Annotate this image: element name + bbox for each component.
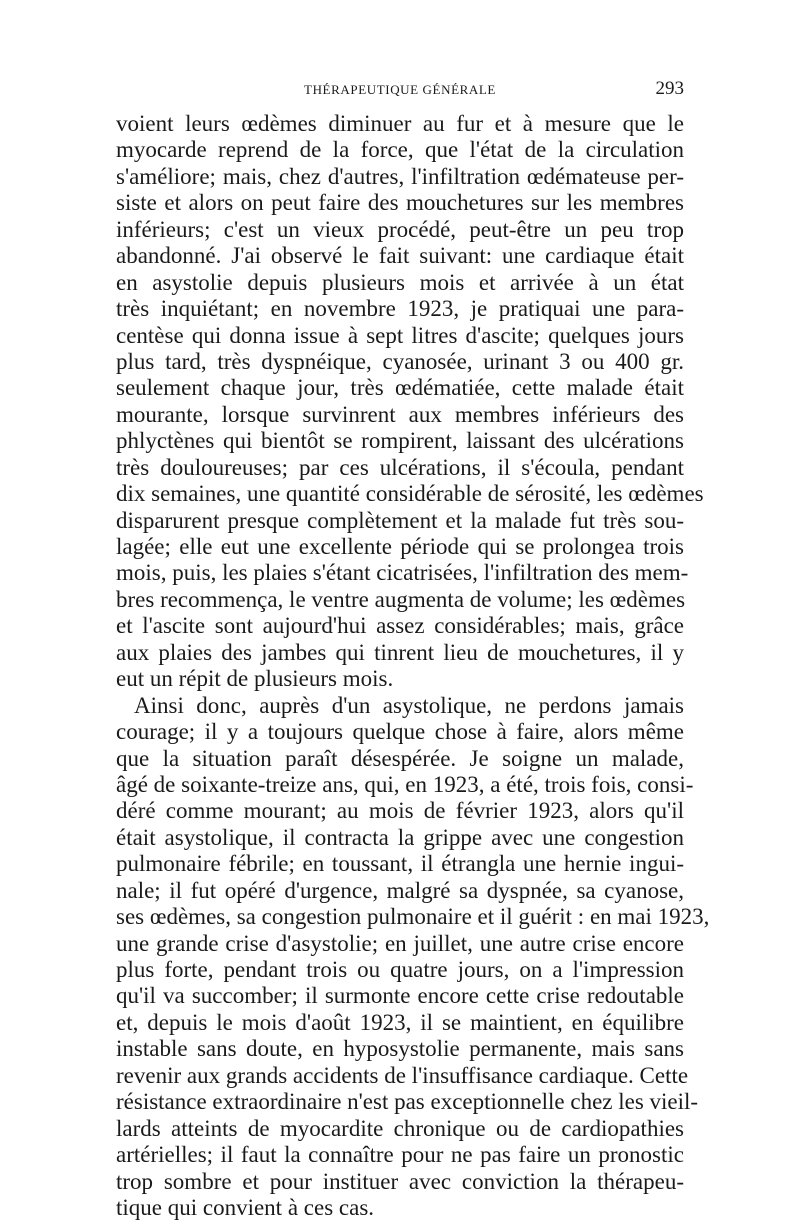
text-line: très inquiétant; en novembre 1923, je pratiquai une para-	[116, 296, 684, 322]
text-line: mourante, lorsque survinrent aux membres inférieurs des	[116, 401, 684, 427]
text-line: revenir aux grands accidents de l'insuffisance cardiaque. Cette	[116, 1062, 689, 1088]
text-line: âgé de soixante-treize ans, qui, en 1923, a été, trois fois, consi-	[116, 771, 694, 797]
text-line: artérielles; il faut la connaître pour ne pas faire un pronostic	[116, 1142, 684, 1168]
text-line: très douloureuses; par ces ulcérations, il s'écoula, pendant	[116, 454, 684, 480]
running-header	[116, 78, 684, 102]
text-line: seulement chaque jour, très œdématiée, cette malade était	[116, 375, 684, 401]
text-line: s'améliore; mais, chez d'autres, l'infiltration œdémateuse per-	[116, 163, 684, 189]
text-line: abandonné. J'ai observé le fait suivant: une cardiaque était	[116, 243, 684, 269]
text-line: dix semaines, une quantité considérable de sérosité, les œdèmes	[116, 481, 704, 507]
text-line: pulmonaire fébrile; en toussant, il étrangla une hernie ingui-	[116, 851, 684, 877]
text-line: lagée; elle eut une excellente période qui se prolongea trois	[116, 534, 684, 559]
paragraph-1	[116, 111, 704, 693]
text-line: courage; il y a toujours quelque chose à faire, alors même	[116, 719, 684, 745]
text-line: était asystolique, il contracta la grippe avec une congestion	[116, 824, 684, 850]
paragraph-2	[116, 692, 710, 1222]
text-line: que la situation paraît désespérée. Je soigne un malade,	[116, 745, 684, 771]
running-title: THÉRAPEUTIQUE GÉNÉRALE	[304, 82, 496, 97]
text-line: qu'il va succomber; il surmonte encore cette crise redoutable	[116, 983, 684, 1009]
text-line: phlyctènes qui bientôt se rompirent, laissant des ulcérations	[116, 428, 684, 454]
text-line: voient leurs œdèmes diminuer au fur et à mesure que le	[116, 111, 684, 136]
text-line: siste et alors on peut faire des mouchetures sur les membres	[116, 190, 684, 216]
text-line: instable sans doute, en hyposystolie permanente, mais sans	[116, 1036, 684, 1062]
text-line: bres recommença, le ventre augmenta de volume; les œdèmes	[116, 586, 686, 612]
text-line: plus forte, pendant trois ou quatre jours, on a l'impression	[116, 957, 684, 982]
text-line: disparurent presque complètement et la malade fut très sou-	[116, 507, 684, 533]
text-line: en asystolie depuis plusieurs mois et arrivée à un état	[116, 269, 684, 295]
text-line: déré comme mourant; au mois de février 1923, alors qu'il	[116, 798, 684, 824]
text-line: et l'ascite sont aujourd'hui assez considérables; mais, grâce	[116, 613, 684, 639]
page-number: 293	[655, 78, 684, 99]
text-line: plus tard, très dyspnéique, cyanosée, urinant 3 ou 400 gr.	[116, 348, 684, 374]
text-line: ses œdèmes, sa congestion pulmonaire et il guérit : en mai 1923,	[116, 904, 710, 930]
text-line: et, depuis le mois d'août 1923, il se maintient, en équilibre	[116, 1009, 684, 1035]
text-line: nale; il fut opéré d'urgence, malgré sa dyspnée, sa cyanose,	[116, 877, 684, 903]
text-line: tique qui convient à ces cas.	[116, 1194, 375, 1220]
text-line: lards atteints de myocardite chronique ou de cardiopathies	[116, 1115, 684, 1141]
text-line: eut un répit de plusieurs mois.	[116, 666, 394, 692]
text-line: aux plaies des jambes qui tinrent lieu de mouchetures, il y	[116, 639, 684, 665]
text-line: inférieurs; c'est un vieux procédé, peut-être un peu trop	[116, 216, 684, 242]
body-text	[116, 111, 710, 1221]
text-line: centèse qui donna issue à sept litres d'ascite; quelques jours	[116, 322, 684, 348]
text-line: une grande crise d'asystolie; en juillet, une autre crise encore	[116, 930, 684, 956]
text-line: trop sombre et pour instituer avec conviction la thérapeu-	[116, 1168, 684, 1194]
text-line: mois, puis, les plaies s'étant cicatrisées, l'infiltration des mem-	[116, 560, 689, 586]
text-line: Ainsi donc, auprès d'un asystolique, ne perdons jamais	[134, 692, 684, 718]
text-line: myocarde reprend de la force, que l'état de la circulation	[116, 137, 684, 163]
text-line: résistance extraordinaire n'est pas exceptionnelle chez les vieil-	[116, 1089, 699, 1115]
